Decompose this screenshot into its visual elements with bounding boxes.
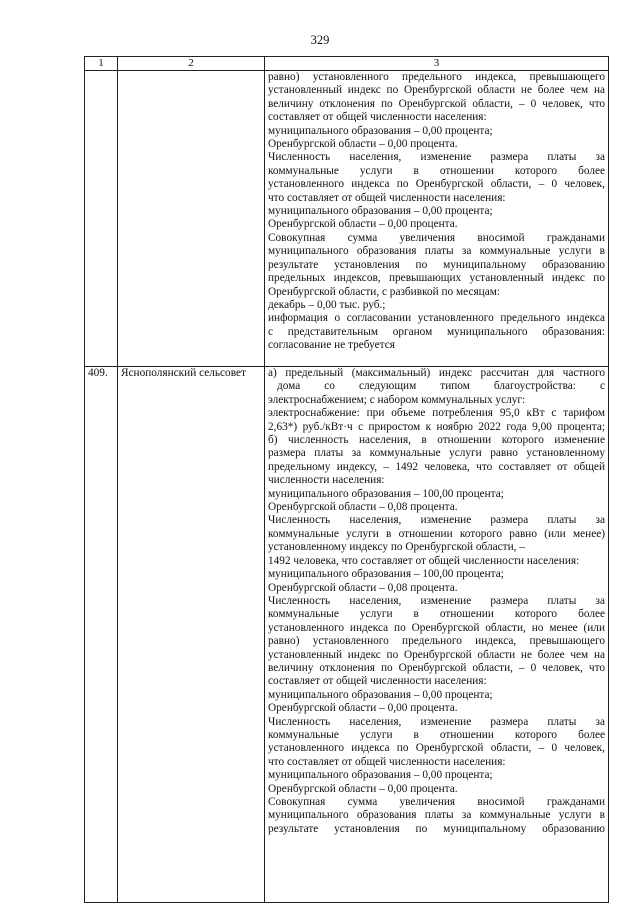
text-line: муниципального образования – 0,00 процента; — [268, 769, 493, 782]
row-description — [265, 71, 609, 367]
text-line: результате установления по муниципальному образованию — [268, 822, 605, 835]
text-line: муниципального образования – 100,00 процента; — [268, 487, 504, 500]
text-line: результате установления по муниципальному образованию — [268, 258, 605, 271]
text-line: величину отклонения по Оренбургской области, – 0 человек, что — [268, 661, 605, 674]
page-number: 329 — [310, 33, 330, 47]
text-line: Оренбургской области – 0,08 процента. — [268, 581, 458, 594]
text-line: Оренбургской области – 0,00 процента. — [268, 218, 458, 231]
text-line: дома со следующим типом благоустройства: с — [277, 380, 605, 393]
text-line: с представительным органом муниципального образования: — [268, 325, 605, 338]
municipality-name: Яснополянский сельсовет — [118, 367, 265, 903]
text-line: численности населения: — [268, 474, 385, 487]
municipality-name — [118, 71, 265, 367]
text-line: Совокупная сумма увеличения вносимой гражданами — [268, 796, 605, 808]
row-description — [265, 367, 609, 903]
text-line: муниципального образования платы за коммунальные услуги в — [268, 245, 605, 258]
text-line: муниципального образования – 0,00 процента; — [268, 205, 493, 218]
text-line: установленного индекса по Оренбургской области, – 0 человек, — [268, 178, 605, 191]
text-line: Численность населения, изменение размера платы за — [268, 594, 605, 607]
text-line: что составляет от общей численности населения: — [268, 755, 506, 768]
text-line: Оренбургской области – 0,00 процента. — [268, 782, 458, 795]
text-line: муниципального образования – 0,00 процента; — [268, 688, 493, 701]
text-line: составляет от общей численности населения: — [268, 675, 487, 688]
text-line: электроснабжением; с набором коммунальных услуг: — [268, 393, 526, 406]
text-line: величину отклонения по Оренбургской области, – 0 человек, что — [268, 97, 605, 110]
text-line: муниципального образования – 100,00 процента; — [268, 568, 504, 581]
text-line: что составляет от общей численности населения: — [268, 191, 506, 204]
text-line: коммунальные услуги в отношении которого более — [268, 164, 605, 177]
table-row — [85, 71, 609, 367]
text-line: Численность населения, изменение размера платы за — [268, 151, 605, 164]
document-table — [84, 56, 609, 903]
text-line: информация о согласовании установленного предельного индекса — [268, 312, 605, 325]
text-line: составляет от общей численности населения: — [268, 111, 487, 124]
row-number — [85, 71, 118, 367]
text-line: Оренбургской области – 0,08 процента. — [268, 501, 458, 514]
row-number: 409. — [85, 367, 118, 903]
text-line: предельному индексу, – 1492 человека, что составляет от общей — [268, 460, 605, 473]
text-line: согласование не требуется — [268, 339, 395, 352]
text-line: Численность населения, изменение размера платы за — [268, 514, 605, 527]
text-line: Численность населения, изменение размера платы за — [268, 715, 605, 728]
text-line: а) предельный (максимальный) индекс рассчитан для частного — [268, 367, 605, 379]
header-col-2: 2 — [118, 57, 265, 71]
text-line: Совокупная сумма увеличения вносимой гражданами — [268, 231, 605, 244]
text-line: предельных индексов, превышающих установленный индекс по — [268, 272, 605, 285]
text-line: Оренбургской области – 0,00 процента. — [268, 138, 458, 151]
text-line: коммунальные услуги в отношении которого более — [268, 608, 605, 621]
header-col-3: 3 — [265, 57, 609, 71]
table-header-row — [85, 57, 609, 71]
text-line: муниципального образования – 0,00 процента; — [268, 124, 493, 137]
text-line: электроснабжение: при объеме потребления 95,0 кВт с тарифом — [268, 407, 605, 420]
table-row — [85, 367, 609, 903]
text-line: коммунальные услуги в отношении которого равно (или менее) — [268, 527, 605, 540]
text-line: равно) установленного предельного индекса, превышающего — [268, 71, 605, 83]
text-line: установленного индекса по Оренбургской области, – 0 человек, — [268, 742, 605, 755]
text-line: Оренбургской области, с разбивкой по месяцам: — [268, 285, 501, 298]
text-line: муниципального образования платы за коммунальные услуги в — [268, 809, 605, 822]
text-line: установленный индекс по Оренбургской области не более чем на — [268, 648, 605, 661]
text-line: равно) установленного предельного индекса, превышающего — [268, 635, 605, 648]
text-line: 1492 человека, что составляет от общей численности населения: — [268, 554, 580, 567]
header-col-1: 1 — [85, 57, 118, 71]
text-line: коммунальные услуги в отношении которого более — [268, 728, 605, 741]
text-line: размера платы за коммунальные услуги равно установленному — [268, 447, 605, 460]
text-line: Оренбургской области – 0,00 процента. — [268, 702, 458, 715]
text-line: декабрь – 0,00 тыс. руб.; — [268, 298, 386, 311]
text-line: б) численность населения, в отношении которого изменение — [268, 434, 605, 447]
text-line: 2,63*) руб./кВт·ч с приростом к ноябрю 2022 года 9,00 процента; — [268, 420, 605, 433]
text-line: установленного индекса по Оренбургской области, но менее (или — [268, 621, 605, 634]
text-line: установленный индекс по Оренбургской области не более чем на — [268, 84, 605, 97]
text-line: установленному индексу по Оренбургской области, – — [268, 541, 525, 554]
